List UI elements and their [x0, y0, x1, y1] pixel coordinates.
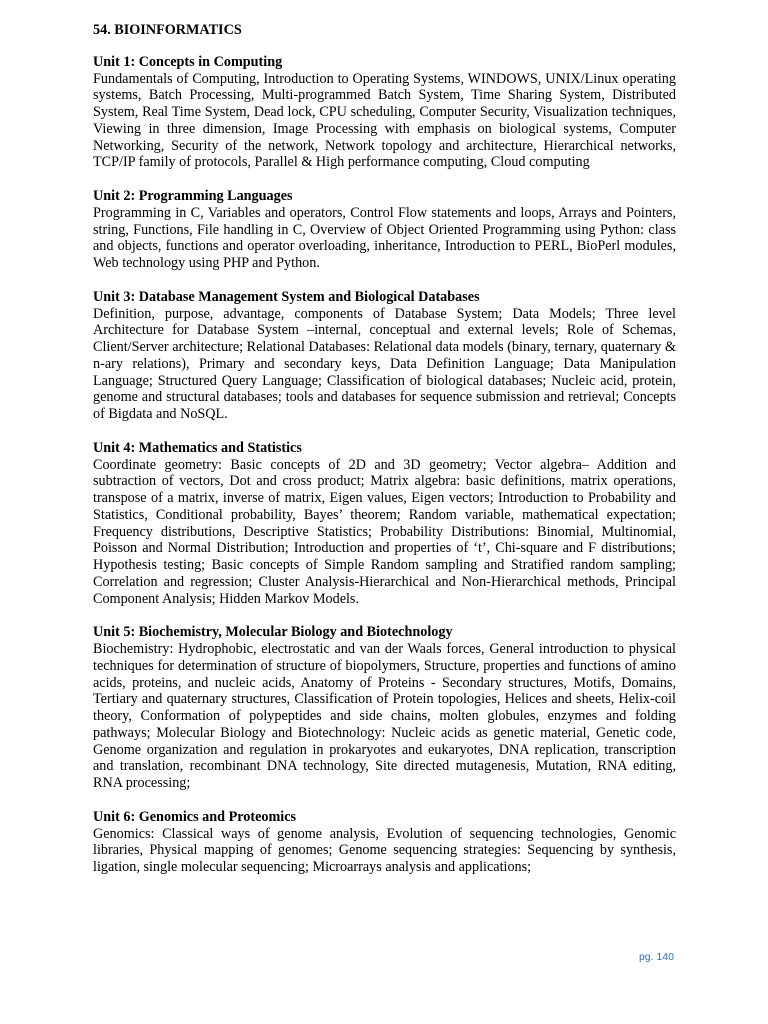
- unit-section: [93, 809, 676, 876]
- unit-heading: Unit 4: Mathematics and Statistics: [93, 439, 302, 456]
- unit-heading: Unit 6: Genomics and Proteomics: [93, 808, 297, 825]
- document-title: 54. BIOINFORMATICS: [93, 22, 242, 38]
- unit-section: [93, 624, 676, 792]
- unit-section: [93, 54, 676, 171]
- unit-body: Biochemistry: Hydrophobic, electrostatic and van der Waals forces, General introduction to physical techniques for determination of structure of biopolymers, Structure, properties and functions of amino acids, proteins, and nucleic acids, Anatomy of Proteins - Secondary structures, Motifs, Domains, Tertiary and quaternary structures, Classification of Protein topologies, Helices and sheets, Helix-coil theory, Conformation of polypeptides and side chains, molten globules, enzymes and folding pathways; Molecular Biology and Biotechnology: Nucleic acids as genetic material, Genetic code, Genome organization and regulation in prokaryotes and eukaryotes, DNA replication, transcription and translation, recombinant DNA technology, Site directed mutagenesis, Mutation, RNA editing, RNA processing;: [93, 641, 676, 791]
- unit-heading: Unit 1: Concepts in Computing: [93, 53, 283, 70]
- unit-section: [93, 440, 676, 608]
- unit-section: [93, 188, 676, 272]
- unit-heading: Unit 5: Biochemistry, Molecular Biology and Biotechnology: [93, 624, 453, 641]
- unit-body: Definition, purpose, advantage, components of Database System; Data Models; Three level Architecture for Database System –internal, conceptual and external levels; Role of Schemas, Client/Server architecture; Relational Databases: Relational data models (binary, ternary, quaternary & n-ary relations), Primary and secondary keys, Data Definition Language; Data Manipulation Language; Structured Query Language; Classification of biological databases; Nucleic acid, protein, genome and structural databases; tools and databases for sequence submission and retrieval; Concepts of Bigdata and NoSQL.: [93, 305, 676, 422]
- unit-body: Coordinate geometry: Basic concepts of 2D and 3D geometry; Vector algebra– Addition and subtraction of vectors, Dot and cross product; Matrix algebra: basic definitions, matrix operations, transpose of a matrix, inverse of matrix, Eigen values, Eigen vectors; Introduction to Probability and Statistics, Conditional probability, Bayes’ theorem; Random variable, mathematical expectation; Frequency distributions, Descriptive Statistics; Probability Distributions: Binomial, Multinomial, Poisson and Normal Distribution; Introduction and properties of ‘t’, Chi-square and F distributions; Hypothesis testing; Basic concepts of Simple Random sampling and Stratified random sampling; Correlation and regression; Cluster Analysis-Hierarchical and Non-Hierarchical methods, Principal Component Analysis; Hidden Markov Models.: [93, 456, 676, 607]
- page-number: pg. 140: [638, 951, 674, 963]
- unit-body: Programming in C, Variables and operators, Control Flow statements and loops, Arrays and Pointers, string, Functions, File handling in C, Overview of Object Oriented Programming using Python: class and objects, functions and operator overloading, inheritance, Introduction to PERL, BioPerl modules, Web technology using PHP and Python.: [93, 204, 676, 271]
- unit-body: Genomics: Classical ways of genome analysis, Evolution of sequencing technologies, Genomic libraries, Physical mapping of genomes; Genome sequencing strategies: Sequencing by synthesis, ligation, single molecular sequencing; Microarrays analysis and applications;: [93, 825, 676, 875]
- document-page: [93, 22, 676, 893]
- unit-section: [93, 289, 676, 423]
- unit-heading: Unit 2: Programming Languages: [93, 188, 293, 204]
- unit-heading: Unit 3: Database Management System and Biological Databases: [93, 288, 480, 305]
- unit-body: Fundamentals of Computing, Introduction to Operating Systems, WINDOWS, UNIX/Linux operating systems, Batch Processing, Multi-programmed Batch System, Time Sharing System, Distributed System, Real Time System, Dead lock, CPU scheduling, Computer Security, Visualization techniques, Viewing in three dimension, Image Processing with emphasis on biological systems, Computer Networking, Security of the network, Network topology and architecture, Hierarchical networks, TCP/IP family of protocols, Parallel & High performance computing, Cloud computing: [93, 70, 676, 171]
